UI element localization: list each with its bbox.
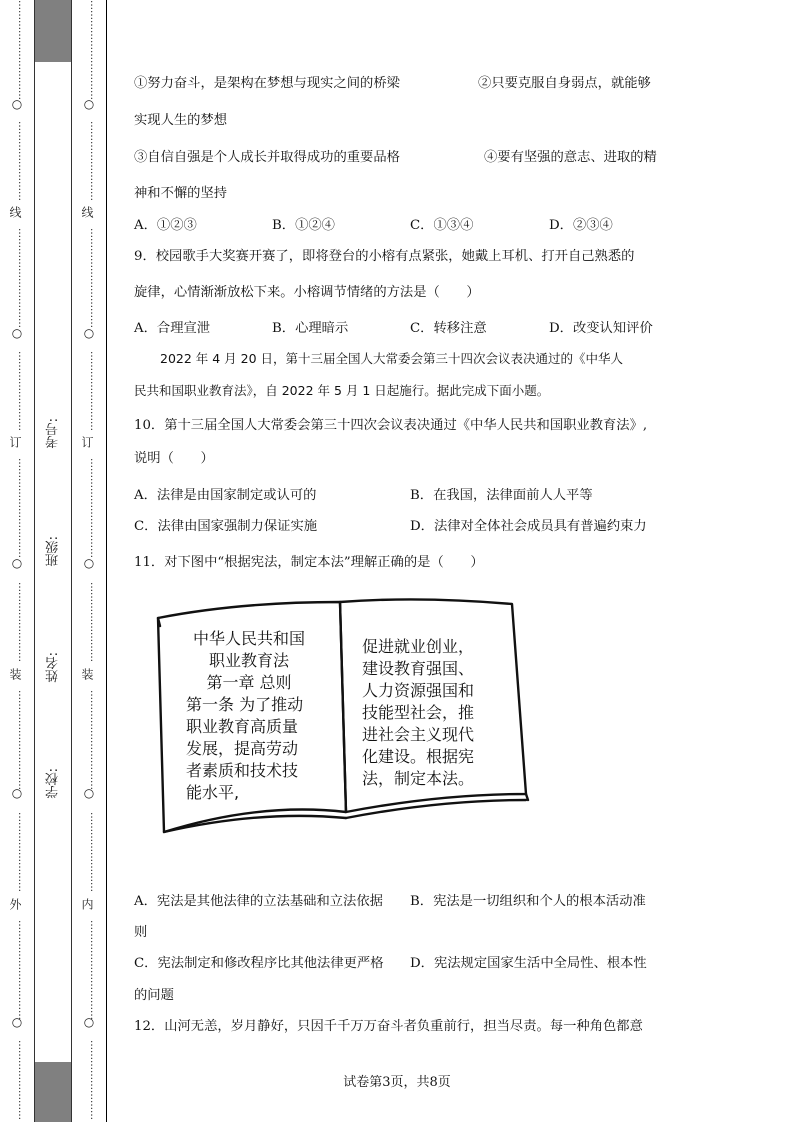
outer-dotted-line <box>8 0 27 1122</box>
circle-mark: ○ <box>83 1015 95 1029</box>
dots: …………………… <box>16 120 27 201</box>
margin-label-bind: 订 <box>80 436 94 448</box>
margin-label-outer: 外 <box>8 898 22 910</box>
q10-stem-cont: 说明（ ） <box>134 451 214 466</box>
q11-choice-c[interactable]: C．宪法制定和修改程序比其他法律更严格 <box>134 956 384 971</box>
dots: ………………………… <box>88 920 99 1020</box>
choice-a[interactable]: A．①②③ <box>134 218 197 233</box>
q8-statement-4: ④要有坚强的意志、进取的精 <box>484 150 657 165</box>
dots: …………………… <box>16 812 27 892</box>
q11-choice-a[interactable]: A．宪法是其他法律的立法基础和立法依据 <box>134 894 383 909</box>
dots: …………………… <box>88 582 99 662</box>
q8-statement-2: ②只要克服自身弱点，就能够 <box>478 76 651 91</box>
dots: …………………… <box>88 350 99 431</box>
dots: ………………………… <box>16 0 27 100</box>
circle-mark: ○ <box>11 1015 23 1029</box>
article-text: 职业教育高质量 <box>186 717 299 736</box>
circle-mark: ○ <box>83 556 95 570</box>
article-text: 建设教育强国、 <box>362 659 475 678</box>
dots: …………………… <box>16 1040 27 1120</box>
q9-stem-cont: 旋律，心情渐渐放松下来。小榕调节情绪的方法是（ ） <box>134 285 480 300</box>
class-label: 班级: <box>46 536 61 567</box>
left-page-body <box>186 694 336 804</box>
circle-mark: ○ <box>11 97 23 111</box>
circle-mark: ○ <box>83 326 95 340</box>
page-footer: 试卷第3页，共8页 <box>343 1075 451 1090</box>
school-label: 学校: <box>46 768 61 799</box>
choice-d[interactable]: D．改变认知评价 <box>549 321 653 336</box>
choice-d[interactable]: D．法律对全体社会成员具有普遍约束力 <box>410 519 647 534</box>
gray-block-top <box>35 0 71 62</box>
circle-mark: ○ <box>11 556 23 570</box>
q8-statement-4-cont: 神和不懈的坚持 <box>134 186 228 201</box>
q10-stem: 10．第十三届全国人大常委会第三十四次会议表决通过《中华人民共和国职业教育法》, <box>134 418 648 433</box>
article-text: 进社会主义现代 <box>362 725 475 744</box>
dots: …………………… <box>88 120 99 201</box>
circle-mark: ○ <box>83 786 95 800</box>
q11-choice-b-cont: 则 <box>134 925 148 940</box>
article-text: 者素质和技术技 <box>186 761 299 780</box>
margin-label-line: 线 <box>8 206 22 218</box>
law-name-line1: 中华人民共和国 <box>192 629 305 648</box>
article-text: 人力资源强国和 <box>362 681 475 700</box>
circle-mark: ○ <box>83 97 95 111</box>
q11-stem: 11．对下图中“根据宪法，制定本法”理解正确的是（ ） <box>134 555 484 570</box>
name-label: 姓名: <box>46 652 61 683</box>
q11-choice-d-cont: 的问题 <box>134 988 174 1003</box>
choice-a[interactable]: A．法律是由国家制定或认可的 <box>134 488 317 503</box>
choice-a[interactable]: A．合理宣泄 <box>134 321 211 336</box>
choice-c[interactable]: C．①③④ <box>410 218 474 233</box>
circle-mark: ○ <box>11 326 23 340</box>
right-page-body <box>362 636 512 790</box>
q8-statement-1: ①努力奋斗，是架构在梦想与现实之间的桥梁 <box>134 76 400 91</box>
q8-statement-3: ③自信自强是个人成长并取得成功的重要品格 <box>134 150 400 165</box>
article-text: 化建设。根据宪 <box>362 747 475 766</box>
dots: ………………………… <box>16 458 27 558</box>
article-text: 促进就业创业， <box>362 637 475 656</box>
dots: ………………………… <box>16 228 27 328</box>
margin-label-line: 线 <box>80 206 94 218</box>
margin-label-install: 装 <box>80 668 94 680</box>
material-text-cont: 民共和国职业教育法》，自 2022 年 5 月 1 日起施行。据此完成下面小题。 <box>134 383 550 398</box>
choice-c[interactable]: C．转移注意 <box>410 321 487 336</box>
inner-dotted-line <box>80 0 99 1122</box>
q11-choice-d[interactable]: D．宪法规定国家生活中全局性、根本性 <box>410 956 647 971</box>
q9-stem: 9．校园歌手大奖赛开赛了，即将登台的小榕有点紧张，她戴上耳机、打开自己熟悉的 <box>134 249 635 264</box>
dots: …………………… <box>16 350 27 431</box>
margin-label-inner: 内 <box>80 898 94 910</box>
chapter-heading: 第一章 总则 <box>206 673 292 692</box>
q11-choice-b[interactable]: B．宪法是一切组织和个人的根本活动准 <box>410 894 646 909</box>
exam-number-label: 考号: <box>46 418 61 449</box>
article-text: 第一条 为了推动 <box>186 695 304 714</box>
choice-b[interactable]: B．①②④ <box>272 218 335 233</box>
choice-b[interactable]: B．在我国，法律面前人人平等 <box>410 488 593 503</box>
dots: …………………… <box>16 582 27 662</box>
margin-label-bind: 订 <box>8 436 22 448</box>
dots: ………………………… <box>88 228 99 328</box>
choice-b[interactable]: B．心理暗示 <box>272 321 349 336</box>
dots: ………………………… <box>16 920 27 1020</box>
open-book-illustration <box>150 588 530 838</box>
left-page-title <box>174 628 324 694</box>
margin-label-install: 装 <box>8 668 22 680</box>
dots: ………………………… <box>16 690 27 790</box>
q8-statement-2-cont: 实现人生的梦想 <box>134 113 228 128</box>
article-text: 技能型社会，推 <box>362 703 475 722</box>
choice-d[interactable]: D．②③④ <box>549 218 613 233</box>
dots: ………………………… <box>88 458 99 558</box>
dots: …………………… <box>88 812 99 892</box>
binding-rule <box>106 0 107 1122</box>
q12-stem: 12．山河无恙，岁月静好，只因千千万万奋斗者负重前行，担当尽责。每一种角色都意 <box>134 1019 643 1034</box>
law-name-line2: 职业教育法 <box>208 651 289 670</box>
circle-mark: ○ <box>11 786 23 800</box>
dots: ………………………… <box>88 0 99 100</box>
choice-c[interactable]: C．法律由国家强制力保证实施 <box>134 519 318 534</box>
dots: ………………………… <box>88 690 99 790</box>
article-text: 能水平, <box>186 783 240 802</box>
material-text: 2022 年 4 月 20 日，第十三届全国人大常委会第三十四次会议表决通过的《中华人 <box>160 351 624 366</box>
outer-binding-strip <box>0 0 34 1122</box>
article-text: 法，制定本法。 <box>362 769 475 788</box>
dots: …………………… <box>88 1040 99 1120</box>
inner-binding-strip <box>72 0 106 1122</box>
article-text: 发展，提高劳动 <box>186 739 299 758</box>
